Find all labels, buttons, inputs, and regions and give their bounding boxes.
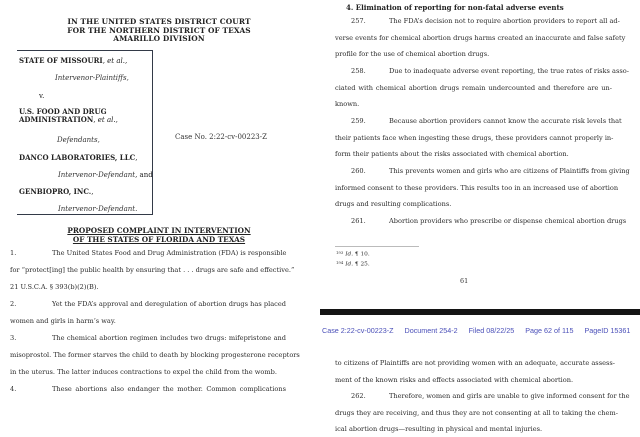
paragraph-line: informed consent to these providers. This results too in an increased use of abortion [335,183,619,192]
section-heading: 4. Elimination of reporting for non-fatal adverse events [346,3,564,12]
footnote-194 [336,259,370,269]
paragraph-number: 3. [10,334,17,342]
paragraph-line: The United States Food and Drug Administration (FDA) is responsible [52,249,287,257]
paragraph-line: to citizens of Plaintiffs are not providing women with an adequate, accurate assess- [335,359,615,367]
defendant-etal: , et al., [93,116,118,125]
ecf-header-stamp [322,326,639,335]
paragraph-257 [335,13,626,63]
defendant-role: Defendants, [57,136,100,144]
court-header-line: AMARILLO DIVISION [113,34,205,44]
punctuation: , [135,154,138,162]
paragraph-line: for “protect[ing] the public health by ensuring that . . . drugs are safe and effective.” [10,266,295,275]
paragraph-number: 257. [351,17,366,25]
paragraph-line: Yet the FDA’s approval and deregulation of abortion drugs has placed [52,300,286,308]
paragraph-1 [10,245,295,297]
paragraph-line: Abortion providers who prescribe or dispense chemical abortion drugs [389,217,627,225]
paragraph-line: Therefore, women and girls are unable to give informed consent for the [389,392,630,400]
intervenor-danco-name: DANCO LABORATORIES, LLC [19,153,136,162]
complaint-title [0,227,318,244]
paragraph-line: These abortions also endanger the mother. Common complications [52,385,286,393]
paragraph-line: drugs they are receiving, and thus they are not consenting at all to taking the chem- [335,408,618,417]
paragraph-261 [335,213,627,230]
paragraph-line: The chemical abortion regimen includes two drugs: mifepristone and [52,334,286,342]
caption-intervenor-genbiopro [19,188,93,196]
paragraph-line: drugs and resulting complications. [335,200,452,209]
role-suffix: , and [135,171,153,179]
footnote-number: 194 [336,259,344,265]
ecf-document-number: Document 254-2 [404,326,458,335]
paragraph-line: Because abortion providers cannot know the accurate risk levels that [389,117,622,125]
paragraph-4 [10,381,286,398]
paragraph-2 [10,296,286,330]
intervenor-role-text: Intervenor-Defendant [58,171,136,179]
footnote-rule [335,246,419,247]
caption-versus: v. [39,92,45,100]
court-header-line: IN THE UNITED STATES DISTRICT COURT [67,17,251,26]
intervenor-danco-role [58,171,153,179]
paragraph-259 [335,113,622,163]
document-page-right [320,0,640,437]
defendant-name-line2: ADMINISTRATION [19,115,94,125]
paragraph-number: 4. [10,385,17,393]
paragraph-line: 21 U.S.C.A. § 393(b)(2)(B). [10,283,99,292]
caption-intervenor-danco [19,154,137,162]
footnotes [336,249,370,268]
page-break-divider [320,309,640,315]
paragraph-number: 262. [351,392,366,400]
defendant-name-line1: U.S. FOOD AND DRUG [19,107,107,116]
footnote-text: ¶ 10. [353,251,370,258]
paragraph-262 [335,388,630,437]
case-number: Case No. 2:22-cv-00223-Z [175,133,267,141]
complaint-title-line: OF THE STATES OF FLORIDA AND TEXAS [72,234,246,244]
paragraph-number: 259. [351,117,366,125]
ecf-filed-date: Filed 08/22/25 [468,326,515,335]
footnote-cite: Id. [345,261,354,268]
paragraph-line: verse events for chemical abortion drugs harms created an inaccurate and false safety [335,33,626,42]
paragraph-number: 1. [10,249,17,257]
paragraph-number: 261. [351,217,366,225]
paragraph-line: ciated with chemical abortion drugs remain undercounted and therefore are un- [335,83,612,92]
plaintiff-role: Intervenor-Plaintiffs, [55,74,129,82]
paragraph-line: their patients face when ingesting these drugs, these providers cannot properly in- [335,133,614,142]
plaintiff-name: STATE OF MISSOURI [19,56,103,65]
intervenor-genbiopro-role: Intervenor-Defendant. [58,205,138,213]
paragraph-3 [10,330,300,382]
paragraph-258 [335,63,629,113]
paragraph-line: ment of the known risks and effects associated with chemical abortion. [335,375,574,384]
paragraph-line: ical abortion drugs—resulting in physical and mental injuries. [335,425,543,434]
plaintiff-etal: , et al., [102,57,128,65]
footnote-193 [336,249,370,259]
paragraph-number: 2. [10,300,17,308]
complaint-title-line: PROPOSED COMPLAINT IN INTERVENTION [67,226,251,235]
paragraph-line: misoprostol. The former starves the child to death by blocking progesterone receptors [10,351,300,360]
ecf-case-number: Case 2:22-cv-00223-Z [322,326,394,335]
paragraph-line: form their patients about the risks associated with chemical abortion. [335,150,569,159]
document-page-left [0,0,318,437]
caption-plaintiff [19,57,127,65]
page-number: 61 [460,277,469,285]
footnote-text: ¶ 25. [353,261,370,268]
paragraph-line: Due to inadequate adverse event reporting, the true rates of risks asso- [389,67,629,75]
paragraph-line: women and girls in harm’s way. [10,317,116,326]
court-header-line: FOR THE NORTHERN DISTRICT OF TEXAS [67,25,251,35]
intervenor-genbiopro-name: GENBIOPRO, INC. [19,187,92,196]
footnote-number: 193 [336,250,344,255]
caption-defendant [19,108,118,124]
paragraph-number: 260. [351,167,366,175]
footnote-cite: Id. [345,251,354,258]
ecf-page-id: PageID 15361 [584,326,631,335]
paragraph-line: known. [335,100,360,109]
punctuation: , [91,188,94,196]
paragraph-number: 258. [351,67,366,75]
paragraph-line: This prevents women and girls who are citizens of Plaintiffs from giving [389,167,630,175]
paragraph-260 [335,163,630,213]
paragraph-line: The FDA’s decision not to require abortion providers to report all ad- [389,17,620,25]
ecf-page-count: Page 62 of 115 [525,326,574,335]
court-header [0,18,318,44]
paragraph-line: profile for the use of chemical abortion drugs. [335,50,490,59]
paragraph-261-continued [335,355,615,388]
paragraph-line: in the uterus. The latter induces contractions to expel the child from the womb. [10,368,277,377]
